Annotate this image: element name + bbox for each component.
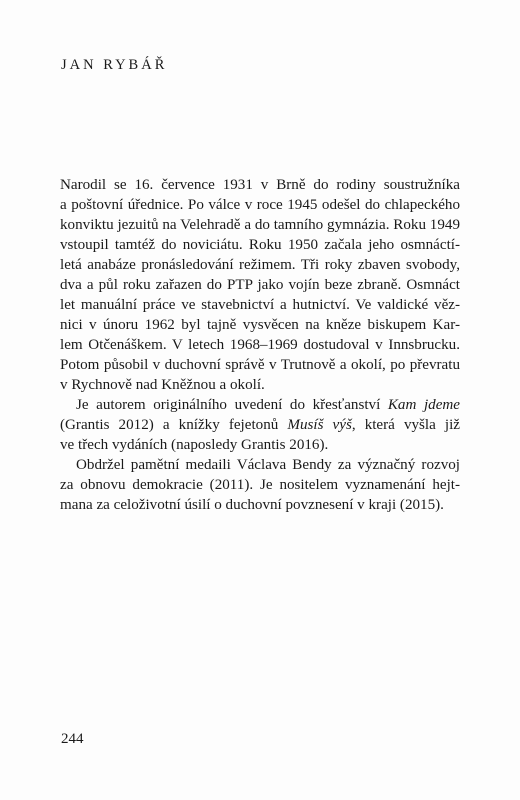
text-run: , která vyšla již (351, 417, 460, 433)
text-line: lem Otčenáškem. V letech 1968–1969 dostudoval v Innsbrucku. (60, 337, 460, 353)
text-line: ve třech vydáních (naposledy Grantis 2016). (60, 437, 329, 453)
biography-paragraph-1 (60, 175, 460, 395)
text-line: vstoupil tamtéž do noviciátu. Roku 1950 začala jeho osmnáctí- (60, 237, 460, 253)
text-line (60, 415, 460, 435)
text-line: dva a půl roku zařazen do PTP jako vojín beze zbraně. Osmnáct (60, 277, 460, 293)
text-line: konviktu jezuitů na Velehradě a do tamního gymnázia. Roku 1949 (60, 217, 460, 233)
text-line: nici v únoru 1962 byl tajně vysvěcen na kněze biskupem Kar- (60, 317, 460, 333)
author-biography (60, 175, 460, 515)
text-line: Obdržel pamětní medaili Václava Bendy za význačný rozvoj (76, 457, 460, 473)
text-line: Potom působil v duchovní správě v Trutnově a okolí, po převratu (60, 357, 460, 373)
page-number: 244 (61, 731, 84, 747)
book-title-musis-vys: Musíš výš (287, 417, 352, 433)
text-line: letá anabáze pronásledování režimem. Tři roky zbaven svobody, (60, 257, 460, 273)
text-run: Je autorem originálního uvedení do křesťanství (76, 397, 388, 413)
text-line (60, 395, 460, 415)
running-header-author: JAN RYBÁŘ (61, 57, 168, 73)
text-line: a poštovní úřednice. Po válce v roce 1945 odešel do chlapeckého (60, 197, 460, 213)
text-line: let manuální práce ve stavebnictví a hutnictví. Ve valdické věz- (60, 297, 460, 313)
biography-paragraph-2 (60, 395, 460, 455)
text-line: za obnovu demokracie (2011). Je nositelem vyznamenání hejt- (60, 477, 460, 493)
book-title-kam-jdeme: Kam jdeme (387, 397, 460, 413)
text-line: mana za celoživotní úsilí o duchovní povznesení v kraji (2015). (60, 497, 444, 513)
biography-paragraph-3 (60, 455, 460, 515)
text-run: (Grantis 2012) a knížky fejetonů (60, 417, 288, 433)
text-line: Narodil se 16. července 1931 v Brně do rodiny soustružníka (60, 177, 460, 193)
text-line: v Rychnově nad Kněžnou a okolí. (60, 377, 265, 393)
